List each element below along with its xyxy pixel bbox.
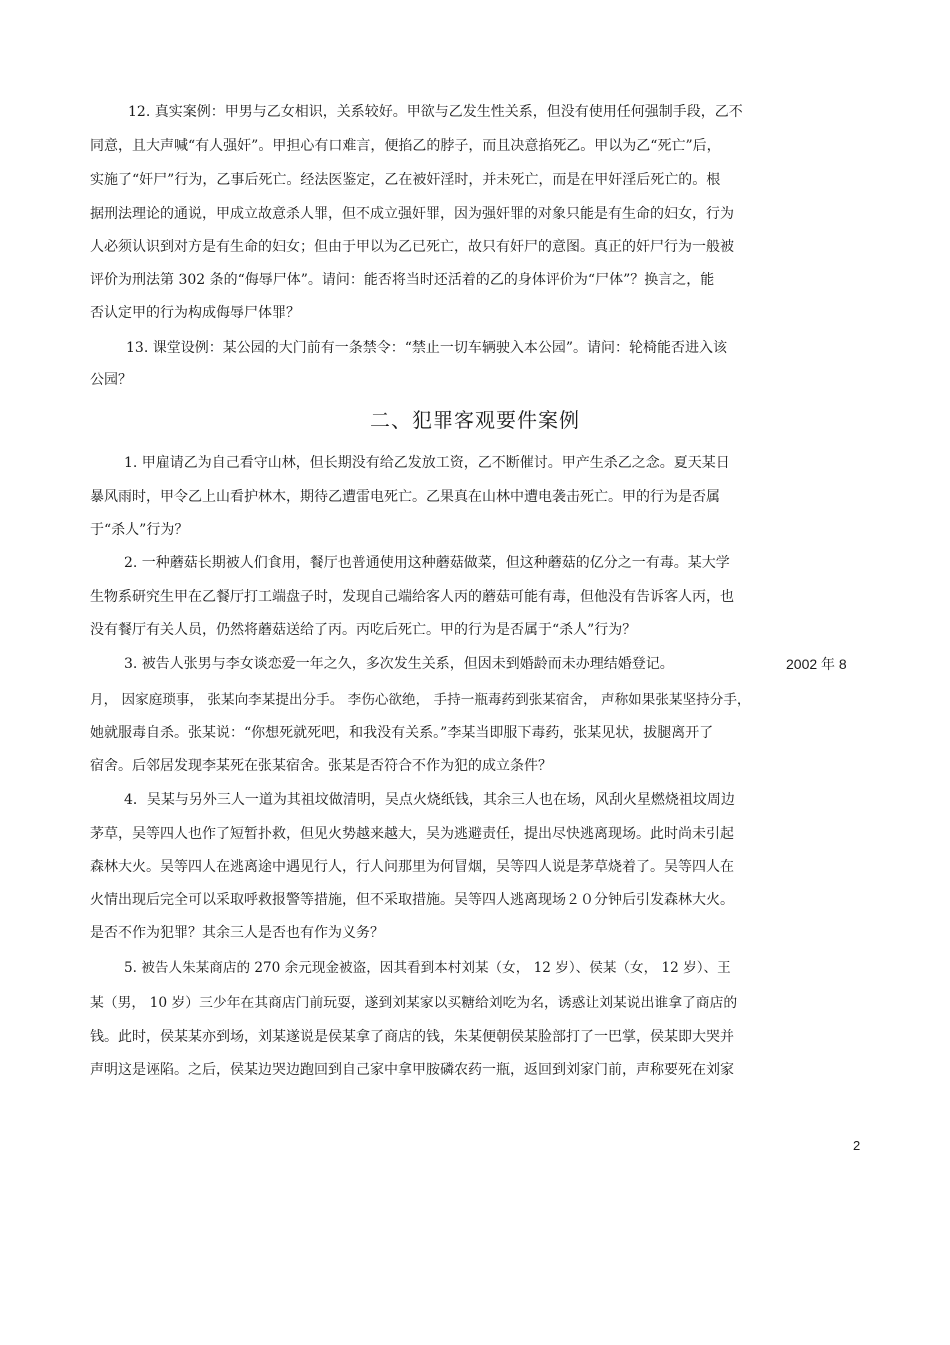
text-line: 她就服毒自杀。张某说：“你想死就死吧，和我没有关系。”李某当即服下毒药，张某见状，拔腿离开了: [90, 725, 714, 741]
text-line: 同意，且大声喊“有人强奸”。甲担心有口难言，便掐乙的脖子，而且决意掐死乙。甲以为乙“死亡”后，: [90, 138, 721, 154]
text-line: 没有餐厅有关人员，仍然将蘑菇送给了丙。丙吃后死亡。甲的行为是否属于“杀人”行为？: [90, 622, 637, 638]
text-line: 人必须认识到对方是有生命的妇女；但由于甲以为乙已死亡，故只有奸尸的意图。真正的奸尸行为一般被: [90, 239, 734, 255]
text-line: 某（男， 10 岁）三少年在其商店门前玩耍，遂到刘某家以买糖给刘吃为名，诱惑让刘某说出谁拿了商店的: [90, 995, 738, 1011]
date-fragment: 2002 年 8: [786, 656, 847, 672]
text-line: 茅草，吴等四人也作了短暂扑救，但见火势越来越大，吴为逃避责任，提出尽快逃离现场。此时尚未引起: [90, 826, 734, 842]
text-line: 是否不作为犯罪？其余三人是否也有作为义务？: [90, 925, 384, 941]
text-line: 1. 甲雇请乙为自己看守山林，但长期没有给乙发放工资，乙不断催讨。甲产生杀乙之念。夏天某日: [124, 455, 730, 471]
text-line: 4．吴某与另外三人一道为其祖坟做清明，吴点火烧纸钱，其余三人也在场，风刮火星燃烧祖坟周边: [124, 792, 735, 808]
text-line: 3. 被告人张男与李女谈恋爱一年之久，多次发生关系，但因未到婚龄而未办理结婚登记。: [124, 656, 674, 672]
text-line: 2. 一种蘑菇长期被人们食用，餐厅也普通使用这种蘑菇做菜，但这种蘑菇的亿分之一有毒。某大学: [124, 555, 730, 571]
text-line: 森林大火。吴等四人在逃离途中遇见行人，行人问那里为何冒烟，吴等四人说是茅草烧着了。吴等四人在: [90, 859, 734, 875]
section-heading: 二、犯罪客观要件案例: [370, 408, 580, 432]
text-line: 评价为刑法第 302 条的“侮辱尸体”。请问：能否将当时还活着的乙的身体评价为“尸体”？换言之，能: [90, 272, 715, 288]
text-line: 实施了“奸尸”行为，乙事后死亡。经法医鉴定，乙在被奸淫时，并未死亡，而是在甲奸淫后死亡的。根: [90, 172, 721, 188]
text-line: 12. 真实案例：甲男与乙女相识，关系较好。甲欲与乙发生性关系，但没有使用任何强制手段，乙不: [128, 104, 743, 120]
text-line: 否认定甲的行为构成侮辱尸体罪？: [90, 305, 300, 321]
text-line: 生物系研究生甲在乙餐厅打工端盘子时，发现自己端给客人丙的蘑菇可能有毒，但他没有告诉客人丙，也: [90, 589, 734, 605]
text-line: 13. 课堂设例：某公园的大门前有一条禁令：“禁止一切车辆驶入本公园”。请问：轮椅能否进入该: [126, 340, 728, 356]
text-line: 钱。此时，侯某某亦到场，刘某遂说是侯某拿了商店的钱，朱某便朝侯某脸部打了一巴掌，侯某即大哭并: [90, 1029, 734, 1045]
text-line: 公园？: [90, 372, 132, 388]
text-line: 据刑法理论的通说，甲成立故意杀人罪，但不成立强奸罪，因为强奸罪的对象只能是有生命的妇女，行为: [90, 206, 734, 222]
text-line: 5. 被告人朱某商店的 270 余元现金被盗，因其看到本村刘某（女， 12 岁）、侯某（女， 12 岁）、王: [124, 960, 731, 976]
text-line: 火情出现后完全可以采取呼救报警等措施，但不采取措施。吴等四人逃离现场２０分钟后引发森林大火。: [90, 892, 734, 908]
text-line: 暴风雨时，甲令乙上山看护林木，期待乙遭雷电死亡。乙果真在山林中遭电袭击死亡。甲的行为是否属: [90, 489, 720, 505]
text-line: 月， 因家庭琐事， 张某向李某提出分手。 李伤心欲绝， 手持一瓶毒药到张某宿舍， 声称如果张某坚持分手，: [90, 692, 751, 708]
text-line: 宿舍。后邻居发现李某死在张某宿舍。张某是否符合不作为犯的成立条件？: [90, 758, 552, 774]
text-line: 于“杀人”行为？: [90, 522, 189, 538]
text-line: 声明这是诬陷。之后，侯某边哭边跑回到自己家中拿甲胺磷农药一瓶，返回到刘家门前，声称要死在刘家: [90, 1062, 734, 1078]
page-number: 2: [853, 1138, 861, 1153]
